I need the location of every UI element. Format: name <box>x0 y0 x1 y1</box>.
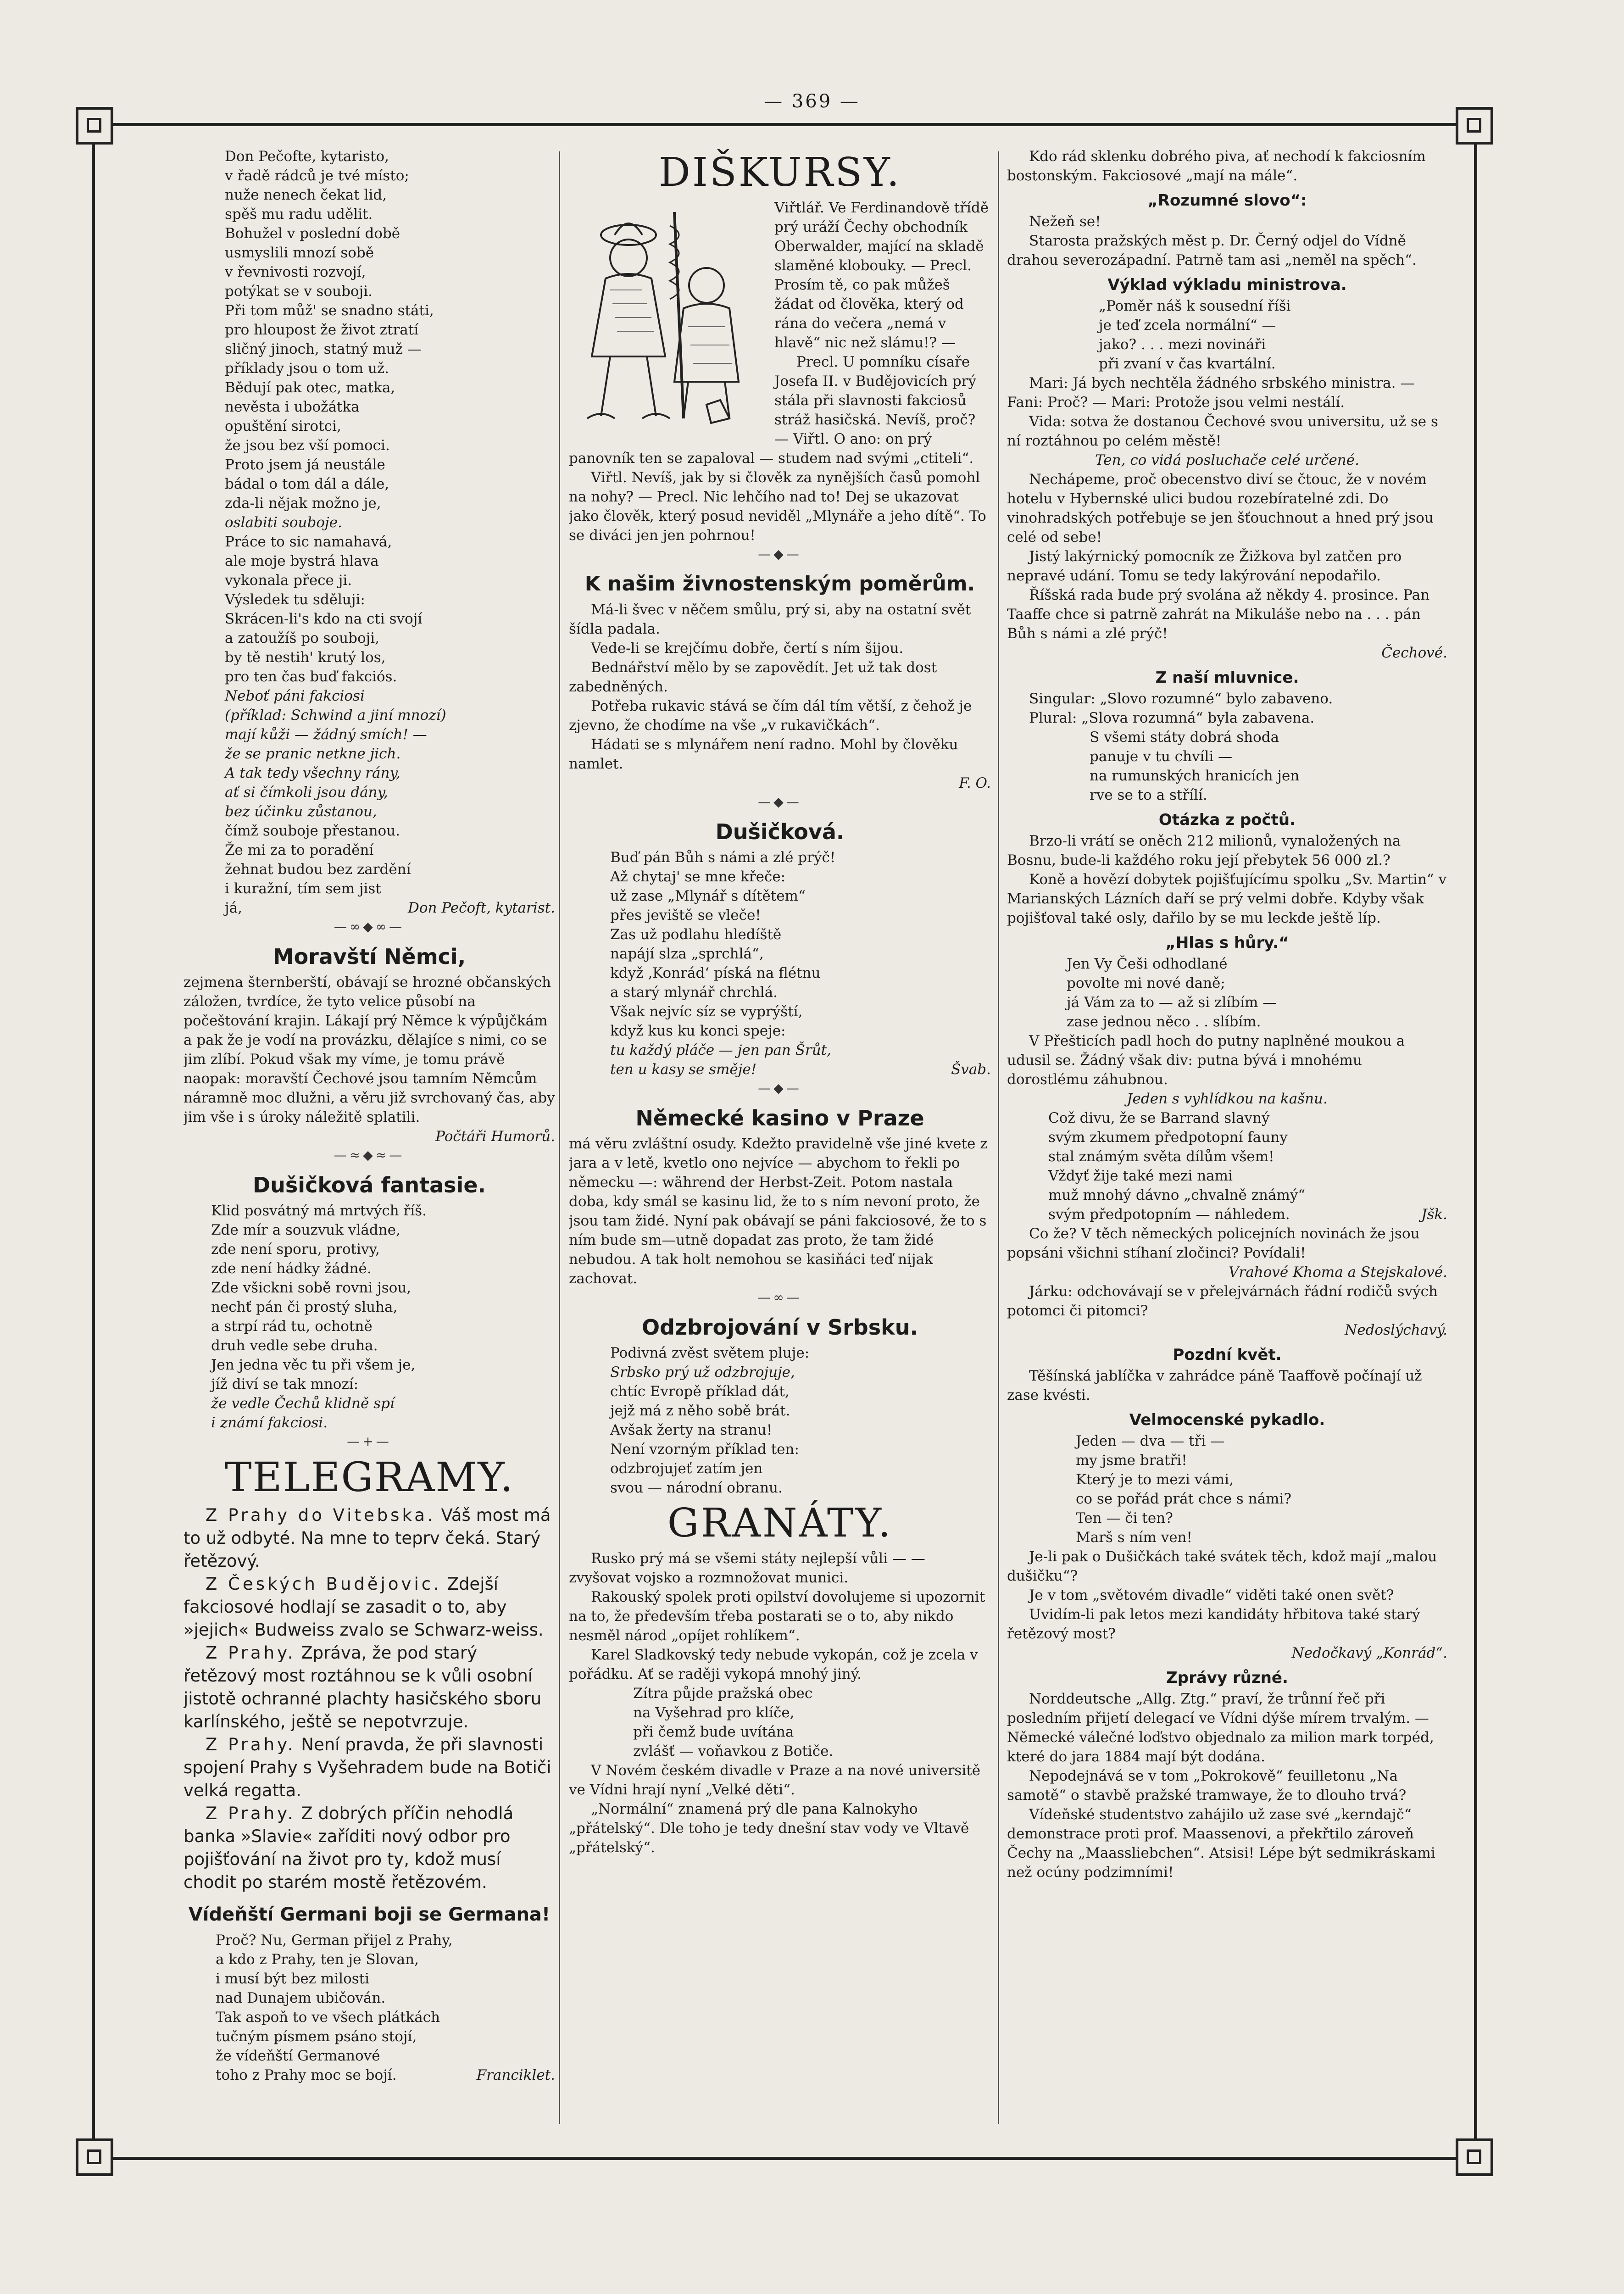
verse-line: Klid posvátný má mrtvých říš. <box>211 1203 427 1219</box>
telegram-text: Váš most má to už odbyté. Na mne to teprv čeká. Starý řetězový. <box>184 1505 551 1571</box>
verse-line: A tak tedy všechny rány, <box>225 765 400 781</box>
heading-moravsti-nemci: Moravští Němci, <box>273 944 466 969</box>
poem-dusickova-fantasie <box>184 1201 555 1432</box>
poem-pykadlo <box>1007 1431 1447 1547</box>
verse-line: Proč? Nu, German přijel z Prahy, <box>216 1932 453 1949</box>
paragraph: Vede-li se krejčímu dobře, čertí s ním šijou. <box>591 640 904 657</box>
dialogue-virtlar: Viřtlář. Ve Ferdinandově třídě prý uráží Čechy obchodník Oberwalder, mající na skladě slaměné klobouky. — Precl. Prosím tě, co pak můžeš žádat od člověka, který od rána do večera „nemá v hlavě“ nic než slámu!? — <box>774 200 989 351</box>
signature-row <box>225 898 555 918</box>
verse-line: Při tom můž' se snadno státi, <box>225 302 434 319</box>
verse-line: by tě nestih' krutý los, <box>225 649 386 666</box>
ornament-divider: —+— <box>347 1434 392 1449</box>
verse-line: Srbsko prý už odzbrojuje, <box>610 1364 795 1381</box>
verse-line: zde není sporu, protivy, <box>211 1241 380 1258</box>
verse-line: Jeden — dva — tři — <box>1076 1433 1225 1449</box>
verse-line: zde není hádky žádné. <box>211 1260 372 1277</box>
frame-corner-ornament <box>1456 107 1493 145</box>
heading-granaty: GRANÁTY. <box>667 1500 893 1546</box>
verse-line: Který je to mezi vámi, <box>1076 1471 1234 1488</box>
verse-line: že se pranic netkne jich. <box>225 746 401 762</box>
verse-line: Zas už podlahu hledíště <box>610 926 782 943</box>
paragraph: Singular: „Slovo rozumné“ bylo zabaveno. <box>1029 690 1333 707</box>
article-moravsti-nemci: zejmena šternberští, obávají se hrozné občanských záložen, tvrdíce, že tyto velice působí na počeštování krajin. Lákají prý Němce k výpůjčkám a pak že je vodí na provázku, dělajíce s nimi, co se jim zlíbí. Pokud však my víme, je tomu právě naopak: moravští Čechové jsou tamním Němcům náramně moc dlužni, a věru již svrchovaný čas, aby jim vše i s úroky náležitě splatili. <box>184 974 555 1125</box>
verse-line: zvlášť — voňavkou z Botiče. <box>633 1743 834 1759</box>
verse-line: já Vám za to — až si zlíbím — <box>1067 994 1277 1011</box>
verse-line: nevěsta i ubožátka <box>225 399 360 415</box>
frame-right-rule <box>1474 123 1477 2160</box>
verse-line: už zase „Mlynář s dítětem“ <box>610 888 806 904</box>
paragraph: Vida: sotva že dostanou Čechové svou universitu, už se s ní roztáhnou po celém městě! <box>1007 413 1438 449</box>
verse-line: chtíc Evropě příklad dát, <box>610 1383 790 1400</box>
verse-line: ten u kasy se směje! <box>610 1061 757 1078</box>
verse-line: jako? . . . mezi novináři <box>1099 336 1266 353</box>
verse-line: toho z Prahy moc se bojí. <box>216 2067 397 2083</box>
paragraph: V Přešticích padl hoch do putny naplněné moukou a udusil se. Žádný však div: putna bývá i mnohému dorostlému záhubnou. <box>1007 1033 1405 1088</box>
paragraph: Rakouský spolek proti opilství dovolujeme si upozornit na to, že především třeba postarati se o to, aby nikdo nesměl národ „opíjet rohlíkem“. <box>569 1589 985 1644</box>
verse-line: žehnat budou bez zardění <box>225 861 411 878</box>
verse-line: bez účinku zůstanou, <box>225 803 377 820</box>
heading-dusickova: Dušičková. <box>715 819 845 844</box>
telegram-item <box>184 1504 555 1573</box>
verse-line: nad Dunajem ubičován. <box>216 1990 386 2006</box>
verse-line: mají kůži — žádný smích! — <box>225 726 427 743</box>
frame-bottom-rule <box>92 2157 1477 2160</box>
frame-left-rule <box>92 123 95 2160</box>
heading-telegramy: TELEGRAMY. <box>224 1453 514 1501</box>
verse-line: a kdo z Prahy, ten je Slovan, <box>216 1951 419 1968</box>
verse-line: co se pořád prát chce s námi? <box>1076 1491 1291 1507</box>
verse-line: oslabiti souboje. <box>225 514 342 531</box>
paragraph: Říšská rada bude prý svolána až někdy 4. prosince. Pan Taaffe chce si patrně zahrát na Mikuláše nebo na . . . pán Bůh s námi a zlé prýč! <box>1007 587 1430 642</box>
telegram-place: Z Prahy. <box>206 1735 296 1754</box>
verse-line: tučným písmem psáno stojí, <box>216 2028 417 2045</box>
verse-line: napájí slza „sprchlá“, <box>610 946 764 962</box>
dialogue-virtl: Viřtl. Nevíš, jak by si člověk za nynějších časů pomohl na nohy? — Precl. Nic lehčího nad to! Dej se ukazovat jako člověk, který posud neviděl „Mlynáře a jeho dítě“. To se diváci jen jen pohrnou! <box>569 469 986 544</box>
paragraph: Co že? V těch německých policejních novinách že jsou popsáni všichni stíhaní zločinci? Povídali! <box>1007 1225 1420 1261</box>
verse-line: že vedle Čechů klidně spí <box>211 1395 395 1412</box>
poem-dusickova <box>569 848 991 1079</box>
paragraph: Járku: odchovávají se v přelejvárnách řádní rodičů svých potomci či pitomci? <box>1007 1283 1438 1319</box>
telegram-text: Z dobrých příčin nehodlá banka »Slavie« zaříditi nový odbor pro pojišťování na život pro ty, kdož musí chodit po starém mostě řetězovém. <box>184 1804 514 1892</box>
poem-hlas <box>1007 954 1447 1031</box>
verse-line: Výsledek tu sděluji: <box>225 591 365 608</box>
verse-line: Buď pán Bůh s námi a zlé prýč! <box>610 849 836 866</box>
heading-diskursy: DIŠKURSY. <box>658 150 901 195</box>
verse-line: povolte mi nové daně; <box>1067 975 1225 991</box>
ornament-divider: —◆— <box>758 546 802 562</box>
telegram-item <box>184 1802 555 1894</box>
ornament-divider: —◆— <box>758 1080 802 1096</box>
paragraph: Rusko prý má se všemi státy nejlepší vůli — — zvyšovat vojsko a rozmnožovat munici. <box>569 1550 925 1586</box>
heading-z-nasi-mluvnice: Z naší mluvnice. <box>1155 668 1299 687</box>
verse-line: rve se to a střílí. <box>1090 787 1207 803</box>
signature: Počtáři Humorů. <box>435 1128 555 1145</box>
heading-rozumne-slovo: „Rozumné slovo“: <box>1147 191 1307 210</box>
frame-corner-ornament <box>76 2138 113 2176</box>
verse-line: muž mnohý dávno „chvalně známý“ <box>1048 1187 1306 1203</box>
paragraph: Brzo-li vrátí se oněch 212 milionů, vynaložených na Bosnu, bude-li každého roku její přebytek 56 000 zl.? <box>1007 833 1401 869</box>
heading-odzbrojovani: Odzbrojování v Srbsku. <box>642 1315 918 1340</box>
verse-line: čímž souboje přestanou. <box>225 823 400 839</box>
signature: Jšk. <box>1421 1206 1447 1223</box>
paragraph: Nechápeme, proč obecenstvo diví se čtouc, že v novém hotelu v Hybernské ulici budou rozebíratelné zdi. Do vinohradských potřebuje se jen šťouchnout a hned prý jsou celé od sebe! <box>1007 471 1434 546</box>
verse-line: a zatoužíš po souboji, <box>225 630 380 646</box>
poem-barrand <box>1007 1108 1447 1224</box>
verse-line: Tak aspoň to ve všech plátkách <box>216 2009 440 2026</box>
verse-line: Proto jsem já neustále <box>225 457 385 473</box>
paragraph: Bednářství mělo by se zapovědít. Jet už tak dost zabedněných. <box>569 659 937 695</box>
frame-corner-ornament <box>1456 2138 1493 2176</box>
verse-line: na rumunských hranicích jen <box>1090 768 1300 784</box>
signature: Švab. <box>951 1061 991 1078</box>
verse-line: když ‚Konrád‘ píská na flétnu <box>610 965 821 981</box>
paragraph: Starosta pražských měst p. Dr. Černý odjel do Vídně drahou severozápadní. Patrně tam asi „neměl na spěch“. <box>1007 233 1417 268</box>
verse-line: při zvaní v čas kvartální. <box>1099 356 1276 372</box>
verse-line: Neboť páni fakciosi <box>225 688 365 704</box>
verse-line: Don Pečofte, kytaristo, <box>225 148 389 165</box>
verse-line: zase jednou něco . . slíbím. <box>1067 1013 1261 1030</box>
signature-row <box>1048 1205 1447 1224</box>
verse-line: i musí být bez milosti <box>216 1971 370 1987</box>
paragraph: Hádati se s mlynářem není radno. Mohl by člověku namlet. <box>569 736 958 772</box>
paragraph: Nežeň se! <box>1029 213 1101 230</box>
ornament-divider: —∞◆∞— <box>334 919 405 934</box>
verse-line: a starý mlynář chrchlá. <box>610 984 778 1001</box>
verse-line: my jsme bratři! <box>1076 1452 1187 1469</box>
paragraph: Má-li švec v něčem smůlu, prý si, aby na ostatní svět šídla padala. <box>569 601 971 637</box>
paragraph: Těšínská jablíčka v zahrádce páně Taaffově počínají už zase kvésti. <box>1007 1368 1422 1403</box>
telegram-item <box>184 1733 555 1802</box>
verse-line: „Poměr náš k sousední říši <box>1099 298 1291 314</box>
verse-line: Marš s ním ven! <box>1076 1529 1192 1546</box>
column-separator <box>559 151 560 2124</box>
verse-line: Vždyť žije také mezi nami <box>1048 1168 1233 1184</box>
verse-line: bádal o tom dál a dále, <box>225 476 389 492</box>
signature: Ten, co vidá posluchače celé určené. <box>1095 452 1359 468</box>
verse-line: svým předpotopním — náhledem. <box>1048 1206 1290 1223</box>
heading-velmocenske-pykadlo: Velmocenské pykadlo. <box>1129 1411 1325 1429</box>
frame-top-rule <box>92 123 1477 126</box>
paragraph: Uvidím-li pak letos mezi kandidáty hřbitova také starý řetězový most? <box>1007 1606 1420 1642</box>
telegram-place: Z Prahy. <box>206 1804 296 1823</box>
verse-line: na Vyšehrad pro klíče, <box>633 1704 795 1721</box>
frame-corner-ornament <box>76 107 113 145</box>
paragraph: Je-li pak o Dušičkách také svátek těch, kdož mají „malou dušičku“? <box>1007 1548 1437 1584</box>
dialogue-precl: Precl. U pomníku císaře Josefa II. v Budějovicích prý stála při slavnosti fakciosů stráž hasičská. Nevíš, proč? — Viřtl. O ano: on prý panovník ten se zapaloval — studem nad svými „ctiteli“. <box>569 354 976 467</box>
signature: Franciklet. <box>476 2067 555 2083</box>
signature: F. O. <box>959 775 991 791</box>
verse-line: při čemž bude uvítána <box>633 1724 794 1740</box>
verse-line: S všemi státy dobrá shoda <box>1090 729 1279 746</box>
verse-line: ale moje bystrá hlava <box>225 553 379 569</box>
verse-line: Práce to sic namahavá, <box>225 534 392 550</box>
poem-videnskti-germani <box>184 1931 555 2085</box>
paragraph: Karel Sladkovský tedy nebude vykopán, což je zcela v pořádku. Ať se raději vykopá mnohý jiný. <box>569 1647 978 1682</box>
verse-line: když kus ku konci speje: <box>610 1023 786 1039</box>
heading-vyklad-vykladu: Výklad výkladu ministrova. <box>1107 276 1347 294</box>
verse-line: opuštění sirotci, <box>225 418 341 434</box>
signature-row <box>216 2066 555 2085</box>
verse-line: že jsou bez vší pomoci. <box>225 437 390 454</box>
verse-line: Až chytaj' se mne křeče: <box>610 869 786 885</box>
column-separator <box>998 151 999 2124</box>
verse-line: panuje v tu chvíli — <box>1090 748 1233 765</box>
verse-line: Podivná zvěst světem pluje: <box>610 1345 810 1361</box>
column-3 <box>1007 147 1447 2147</box>
poem-shoda <box>1007 728 1447 805</box>
verse-line: Zítra půjde pražská obec <box>633 1685 813 1702</box>
poem-odzbrojovani <box>569 1343 991 1498</box>
verse-line: sličný jinoch, statný muž — <box>225 341 422 357</box>
poem-don-pecofte <box>184 147 555 918</box>
verse-line: Jen jedna věc tu při všem je, <box>211 1357 416 1373</box>
verse-line: Zde všickni sobě rovni jsou, <box>211 1280 412 1296</box>
heading-hlas-s-hury: „Hlas s hůry.“ <box>1165 934 1289 952</box>
signature: Jeden s vyhlídkou na kašnu. <box>1127 1091 1328 1107</box>
verse-line: svým zkumem předpotopní fauny <box>1048 1129 1288 1146</box>
verse-line: svou — národní obranu. <box>610 1480 783 1496</box>
verse-line: i kuražní, tím sem jist <box>225 880 381 897</box>
heading-otazka-z-poctu: Otázka z počtů. <box>1158 811 1296 829</box>
verse-line: usmyslili mnozí sobě <box>225 245 374 261</box>
verse-line: ať si čímkoli jsou dány, <box>225 784 388 801</box>
verse-line: a strpí rád tu, ochotně <box>211 1318 373 1335</box>
verse-line: (příklad: Schwind a jiní mnozí) <box>225 707 446 724</box>
telegram-place: Z Prahy. <box>206 1643 296 1663</box>
telegram-list <box>184 1504 555 1894</box>
verse-line: Avšak žerty na stranu! <box>610 1422 773 1438</box>
poem-vyklad <box>1007 296 1447 373</box>
heading-k-nasim-zivnostenskym: K našim živnostenským poměrům. <box>584 572 975 596</box>
verse-line: Což divu, že se Barrand slavný <box>1048 1110 1270 1126</box>
heading-videnskti-germani: Vídeňští Germani boji se Germana! <box>188 1904 551 1925</box>
verse-line: Že mi za to poradění <box>225 842 374 858</box>
verse-line: odzbrojujeť zatím jen <box>610 1460 763 1477</box>
verse-line: Není vzorným příklad ten: <box>610 1441 799 1458</box>
verse-line: Bohužel v poslední době <box>225 225 400 242</box>
verse-line: jíž diví se tak mnozí: <box>211 1376 359 1392</box>
verse-line: nuže nenech čekat lid, <box>225 187 387 203</box>
signature: Čechové. <box>1381 645 1447 661</box>
signature: Nedočkavý „Konrád“. <box>1291 1645 1447 1661</box>
paragraph: Norddeutsche „Allg. Ztg.“ praví, že trůnní řeč při posledním přijetí delegací ve Vídni dýše mírem trvalým. — Německé válečné loďstvo objednalo za milion mark torpéd, které do jara 1884 mají být dodána. <box>1007 1691 1434 1765</box>
verse-line: druh vedle sebe druha. <box>211 1337 378 1354</box>
poem-zitra <box>569 1684 991 1761</box>
paragraph: Vídeňské studentstvo zahájilo už zase své „kerndajč“ demonstrace proti prof. Maassenovi, a překřtilo zároveň Čechy na „Maassliebchen“. Atsisi! Lépe být sedmikráskami než ocúny podzimními! <box>1007 1806 1435 1881</box>
paragraph: Potřeba rukavic stává se čím dál tím větší, z čehož je zjevno, že chodíme na vše „v rukavičkách“. <box>569 698 972 734</box>
heading-zpravy-ruzne: Zprávy různé. <box>1166 1669 1288 1687</box>
column-2 <box>569 147 991 2147</box>
verse-line: Ten — či ten? <box>1076 1510 1173 1526</box>
paragraph: V Novém českém divadle v Praze a na nové universitě ve Vídni hrají nyní „Velké děti“. <box>569 1762 981 1798</box>
verse-line: pro hloupost že život ztratí <box>225 322 419 338</box>
verse-line: příklady jsou o tom už. <box>225 360 389 377</box>
heading-dusickova-fantasie: Dušičková fantasie. <box>253 1173 486 1197</box>
verse-line: tu každý pláče — jen pan Šrůt, <box>610 1042 831 1058</box>
paragraph: Nepodejnává se v tom „Pokrokově“ feuilletonu „Na samotě“ o stavbě pražské tramwaye, že to dlouho trvá? <box>1007 1768 1407 1804</box>
verse-line: Skrácen-li's kdo na cti svojí <box>225 611 423 627</box>
illustration-two-men-with-pole <box>569 198 766 437</box>
telegram-text: Zdejší fakciosové hodlají se zasadit o to, aby »jejich« Budweiss zvalo se Schwarz-weiss. <box>184 1574 544 1640</box>
signature: Nedoslýchavý. <box>1345 1322 1447 1338</box>
verse-line: Jen Vy Češi odhodlané <box>1067 956 1228 972</box>
verse-line: přes jeviště se vleče! <box>610 907 761 924</box>
verse-line: v řadě rádců je tvé místo; <box>225 167 409 184</box>
signature: Vrahové Khoma a Stejskalové. <box>1228 1264 1447 1281</box>
verse-line: já, <box>225 900 242 916</box>
page-number: — 369 — <box>764 91 860 112</box>
paragraph: Mari: Já bych nechtěla žádného srbského ministra. — Fani: Proč? — Mari: Protože jsou velmi nestálí. <box>1007 375 1415 411</box>
verse-line: pro ten čas buď fakciós. <box>225 668 397 685</box>
heading-pozdni-kvet: Pozdní květ. <box>1173 1346 1282 1364</box>
paragraph: Kdo rád sklenku dobrého piva, ať nechodí k fakciosním bostonským. Fakciosové „mají na mále“. <box>1007 148 1426 184</box>
verse-line: stal známým světa dílům všem! <box>1048 1148 1274 1165</box>
verse-line: Bědují pak otec, matka, <box>225 379 395 396</box>
verse-line: Zde mír a souzvuk vládne, <box>211 1222 400 1238</box>
verse-line: jejž má z něho sobě brát. <box>610 1403 790 1419</box>
paragraph: Plural: „Slova rozumná“ byla zabavena. <box>1029 710 1315 726</box>
verse-line: že vídeňští Germanové <box>216 2048 380 2064</box>
paragraph: Je v tom „světovém divadle“ viděti také onen svět? <box>1029 1587 1394 1604</box>
verse-line: vykonala přece ji. <box>225 572 352 589</box>
ornament-divider: —◆— <box>758 794 802 809</box>
article-nemecke-kasino: má věru zvláštní osudy. Kdežto pravidelně vše jiné kvete z jara a v letě, kvetlo ono nejvíce — abychom to řekli po německu —: während der Herbst-Zeit. Potom nastala doba, kdy smál se kasinu lid, že to s ním nevoní proto, že jsou tam židé. Nyní pak obávají se páni fakciosové, že to s ním bude sm—utně dopadat zas proto, že tam židé nebudou. A tak holt nemohou se kasiňáci teď nijak zachovat. <box>569 1136 988 1287</box>
telegram-text: Není pravda, že při slavnosti spojení Prahy s Vyšehradem bude na Botiči velká regatta. <box>184 1735 551 1800</box>
verse-line: zda-li nějak možno je, <box>225 495 381 512</box>
signature: Don Pečoft, kytarist. <box>407 900 555 916</box>
verse-line: potýkat se v souboji. <box>225 283 373 300</box>
telegram-item <box>184 1573 555 1642</box>
heading-nemecke-kasino: Německé kasino v Praze <box>635 1106 924 1130</box>
ornament-divider: —≈◆≈— <box>334 1147 405 1163</box>
verse-line: i známí fakciosi. <box>211 1414 328 1431</box>
telegram-item <box>184 1642 555 1733</box>
column-1 <box>184 147 555 2147</box>
verse-line: nechť pán či prostý sluha, <box>211 1299 398 1315</box>
signature-row <box>610 1060 991 1079</box>
paragraph: „Normální“ znamená prý dle pana Kalnokyho „přátelský“. Dle toho je tedy dnešní stav vody ve Vltavě „přátelský“. <box>569 1801 969 1856</box>
verse-line: spěš mu radu udělit. <box>225 206 373 223</box>
telegram-place: Z Českých Budějovic. <box>206 1574 442 1594</box>
telegram-place: Z Prahy do Vitebska. <box>206 1505 436 1525</box>
telegram-text: Zpráva, že pod starý řetězový most roztáhnou se k vůli osobní jistotě ochranné plachty hasičského sboru karlínského, ještě se nepotvrzuje. <box>184 1643 542 1732</box>
paragraph: Jistý lakýrnický pomocník ze Žižkova byl zatčen pro nepravé udání. Tomu se tedy lakýrování nepodařilo. <box>1007 548 1402 584</box>
verse-line: je teď zcela normální“ — <box>1099 317 1276 334</box>
ornament-divider: —∞— <box>757 1290 802 1305</box>
paragraph: Koně a hovězí dobytek pojišťujícímu spolku „Sv. Martin“ v Marianských Lázních daří se prý velmi dobře. Kdyby však pojišťoval také osly, dařilo by se mu leckde ještě líp. <box>1007 871 1447 926</box>
verse-line: v řevnivosti rozvojí, <box>225 264 366 280</box>
verse-line: Však nejvíc síz se vyprýští, <box>610 1003 803 1020</box>
